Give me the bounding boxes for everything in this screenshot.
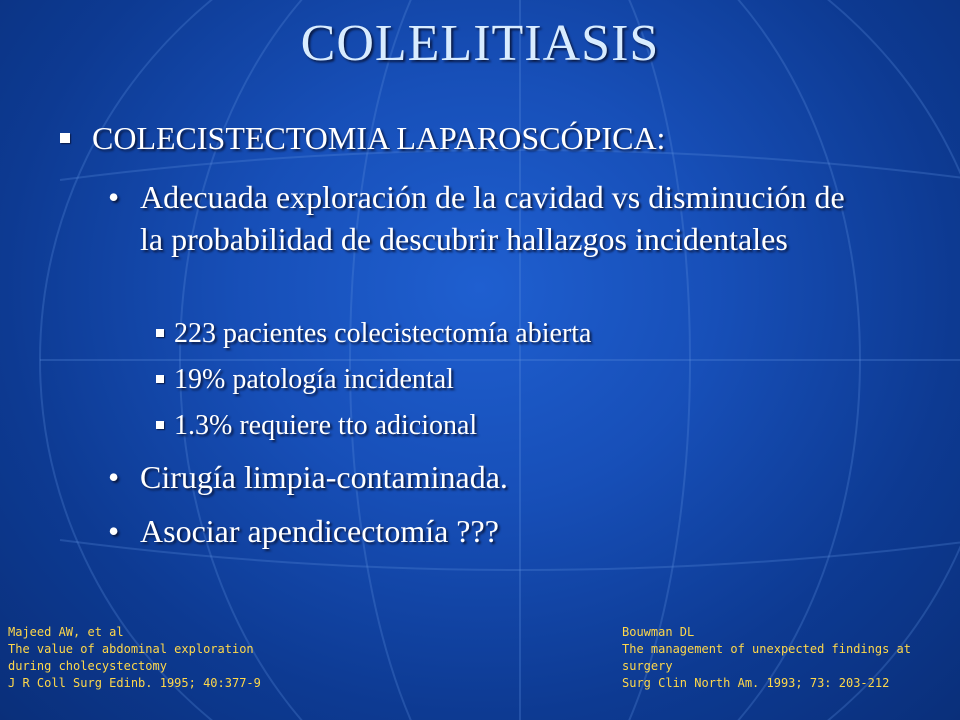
square-bullet-icon [156, 375, 164, 383]
reference-line: Bouwman DL [622, 625, 695, 639]
point-clean-contaminated [108, 456, 848, 498]
subpoint-item [156, 364, 454, 396]
square-bullet-icon [156, 421, 164, 429]
reference-line: during cholecystectomy [8, 659, 167, 673]
reference-line: Surg Clin North Am. 1993; 73: 203-212 [622, 676, 890, 690]
reference-line: The value of abdominal exploration [8, 642, 254, 656]
reference-majeed [8, 624, 261, 692]
square-bullet-icon [156, 329, 164, 337]
bullet-dot-icon: • [108, 513, 120, 549]
point-appendectomy [108, 510, 848, 552]
slide-title: COLELITIASIS [300, 15, 660, 72]
subpoint-text: 1.3% requiere tto adicional [174, 410, 478, 441]
point-exploration [108, 176, 848, 260]
subpoint-text: 223 pacientes colecistectomía abierta [174, 318, 592, 349]
reference-line: surgery [622, 659, 673, 673]
heading-text: COLECISTECTOMIA LAPAROSCÓPICA: [92, 120, 666, 156]
reference-line: The management of unexpected findings at [622, 642, 911, 656]
bullet-dot-icon: • [108, 179, 120, 215]
square-bullet-icon [60, 133, 70, 143]
point-clean-contaminated-text: Cirugía limpia-contaminada. [140, 459, 508, 495]
subpoint-text: 19% patología incidental [174, 364, 454, 395]
bullet-dot-icon: • [108, 459, 120, 495]
reference-bouwman [622, 624, 911, 692]
point-exploration-text: Adecuada exploración de la cavidad vs disminución de la probabilidad de descubrir hallazgos incidentales [140, 179, 845, 257]
subpoint-item [156, 410, 477, 442]
heading-item [60, 120, 665, 157]
reference-line: J R Coll Surg Edinb. 1995; 40:377-9 [8, 676, 261, 690]
subpoint-item [156, 318, 591, 350]
reference-line: Majeed AW, et al [8, 625, 124, 639]
point-appendectomy-text: Asociar apendicectomía ??? [140, 513, 499, 549]
